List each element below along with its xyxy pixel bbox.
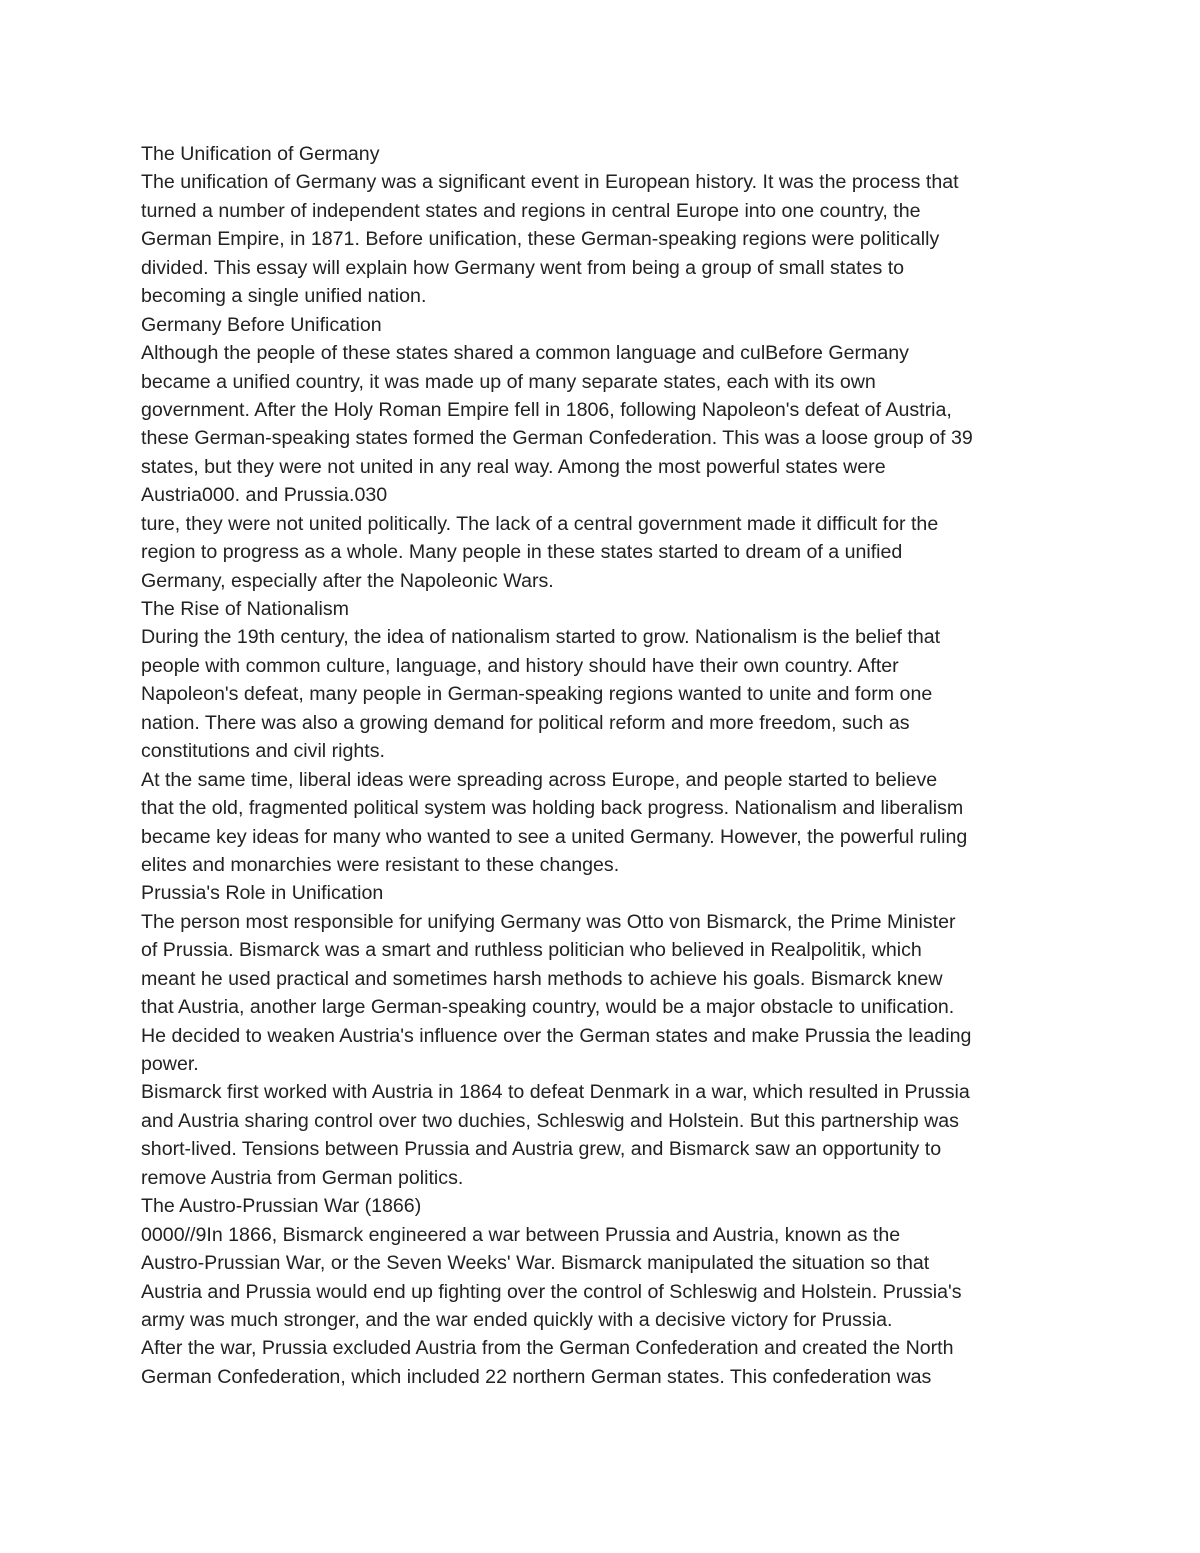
text-line: and Austria sharing control over two duchies, Schleswig and Holstein. But this partnership was <box>141 1109 959 1132</box>
text-line: these German-speaking states formed the German Confederation. This was a loose group of 39 <box>141 427 973 450</box>
text-line: Napoleon's defeat, many people in German-speaking regions wanted to unite and form one <box>141 683 933 706</box>
text-line: that Austria, another large German-speaking country, would be a major obstacle to unification. <box>141 996 955 1019</box>
text-line: of Prussia. Bismarck was a smart and ruthless politician who believed in Realpolitik, which <box>141 939 922 962</box>
section-heading: The Austro-Prussian War (1866) <box>141 1195 422 1218</box>
text-line: Germany, especially after the Napoleonic Wars. <box>141 569 554 592</box>
text-line: region to progress as a whole. Many people in these states started to dream of a unified <box>141 541 903 564</box>
text-line: became key ideas for many who wanted to see a united Germany. However, the powerful ruling <box>141 825 968 848</box>
text-line: German Confederation, which included 22 northern German states. This confederation was <box>141 1365 932 1388</box>
text-line: Austria000. and Prussia.030 <box>141 484 388 507</box>
text-line: 0000//9In 1866, Bismarck engineered a war between Prussia and Austria, known as the <box>141 1223 901 1246</box>
text-line: At the same time, liberal ideas were spreading across Europe, and people started to believe <box>141 768 938 791</box>
text-line: short-lived. Tensions between Prussia and Austria grew, and Bismarck saw an opportunity to <box>141 1138 942 1161</box>
text-line: After the war, Prussia excluded Austria from the German Confederation and created the North <box>141 1337 954 1360</box>
text-line: power. <box>141 1053 199 1075</box>
text-line: Austro-Prussian War, or the Seven Weeks' War. Bismarck manipulated the situation so that <box>141 1252 930 1275</box>
text-line: army was much stronger, and the war ended quickly with a decisive victory for Prussia. <box>141 1308 893 1331</box>
text-line: He decided to weaken Austria's influence over the German states and make Prussia the leading <box>141 1024 972 1047</box>
text-line: ture, they were not united politically. The lack of a central government made it difficult for the <box>141 512 939 535</box>
text-line: German Empire, in 1871. Before unification, these German-speaking regions were politically <box>141 228 940 251</box>
text-line: that the old, fragmented political system was holding back progress. Nationalism and liberalism <box>141 797 964 820</box>
text-line: divided. This essay will explain how Germany went from being a group of small states to <box>141 256 905 279</box>
text-line: Bismarck first worked with Austria in 1864 to defeat Denmark in a war, which resulted in Prussia <box>141 1081 970 1104</box>
text-line: turned a number of independent states and regions in central Europe into one country, the <box>141 199 921 222</box>
text-line: nation. There was also a growing demand for political reform and more freedom, such as <box>141 711 910 734</box>
text-line: constitutions and civil rights. <box>141 740 385 763</box>
text-line: meant he used practical and sometimes harsh methods to achieve his goals. Bismarck knew <box>141 967 943 990</box>
document-title: The Unification of Germany <box>141 143 380 165</box>
text-line: became a unified country, it was made up of many separate states, each with its own <box>141 370 876 393</box>
section-heading: Prussia's Role in Unification <box>141 882 384 905</box>
section-heading: The Rise of Nationalism <box>141 598 349 620</box>
text-line: states, but they were not united in any real way. Among the most powerful states were <box>141 455 886 478</box>
document-body <box>141 140 1066 1391</box>
text-line: The unification of Germany was a significant event in European history. It was the process that <box>141 171 959 194</box>
text-line: Austria and Prussia would end up fighting over the control of Schleswig and Holstein. Prussia's <box>141 1280 962 1303</box>
text-line: During the 19th century, the idea of nationalism started to grow. Nationalism is the belief that <box>141 626 941 649</box>
section-heading: Germany Before Unification <box>141 313 382 336</box>
text-line: elites and monarchies were resistant to these changes. <box>141 853 620 876</box>
text-line: remove Austria from German politics. <box>141 1166 464 1189</box>
text-line: people with common culture, language, and history should have their own country. After <box>141 654 899 677</box>
text-line: Although the people of these states shared a common language and culBefore Germany <box>141 342 909 365</box>
text-line: The person most responsible for unifying Germany was Otto von Bismarck, the Prime Minister <box>141 910 956 933</box>
text-line: government. After the Holy Roman Empire fell in 1806, following Napoleon's defeat of Austria, <box>141 398 952 421</box>
text-line: becoming a single unified nation. <box>141 285 427 308</box>
